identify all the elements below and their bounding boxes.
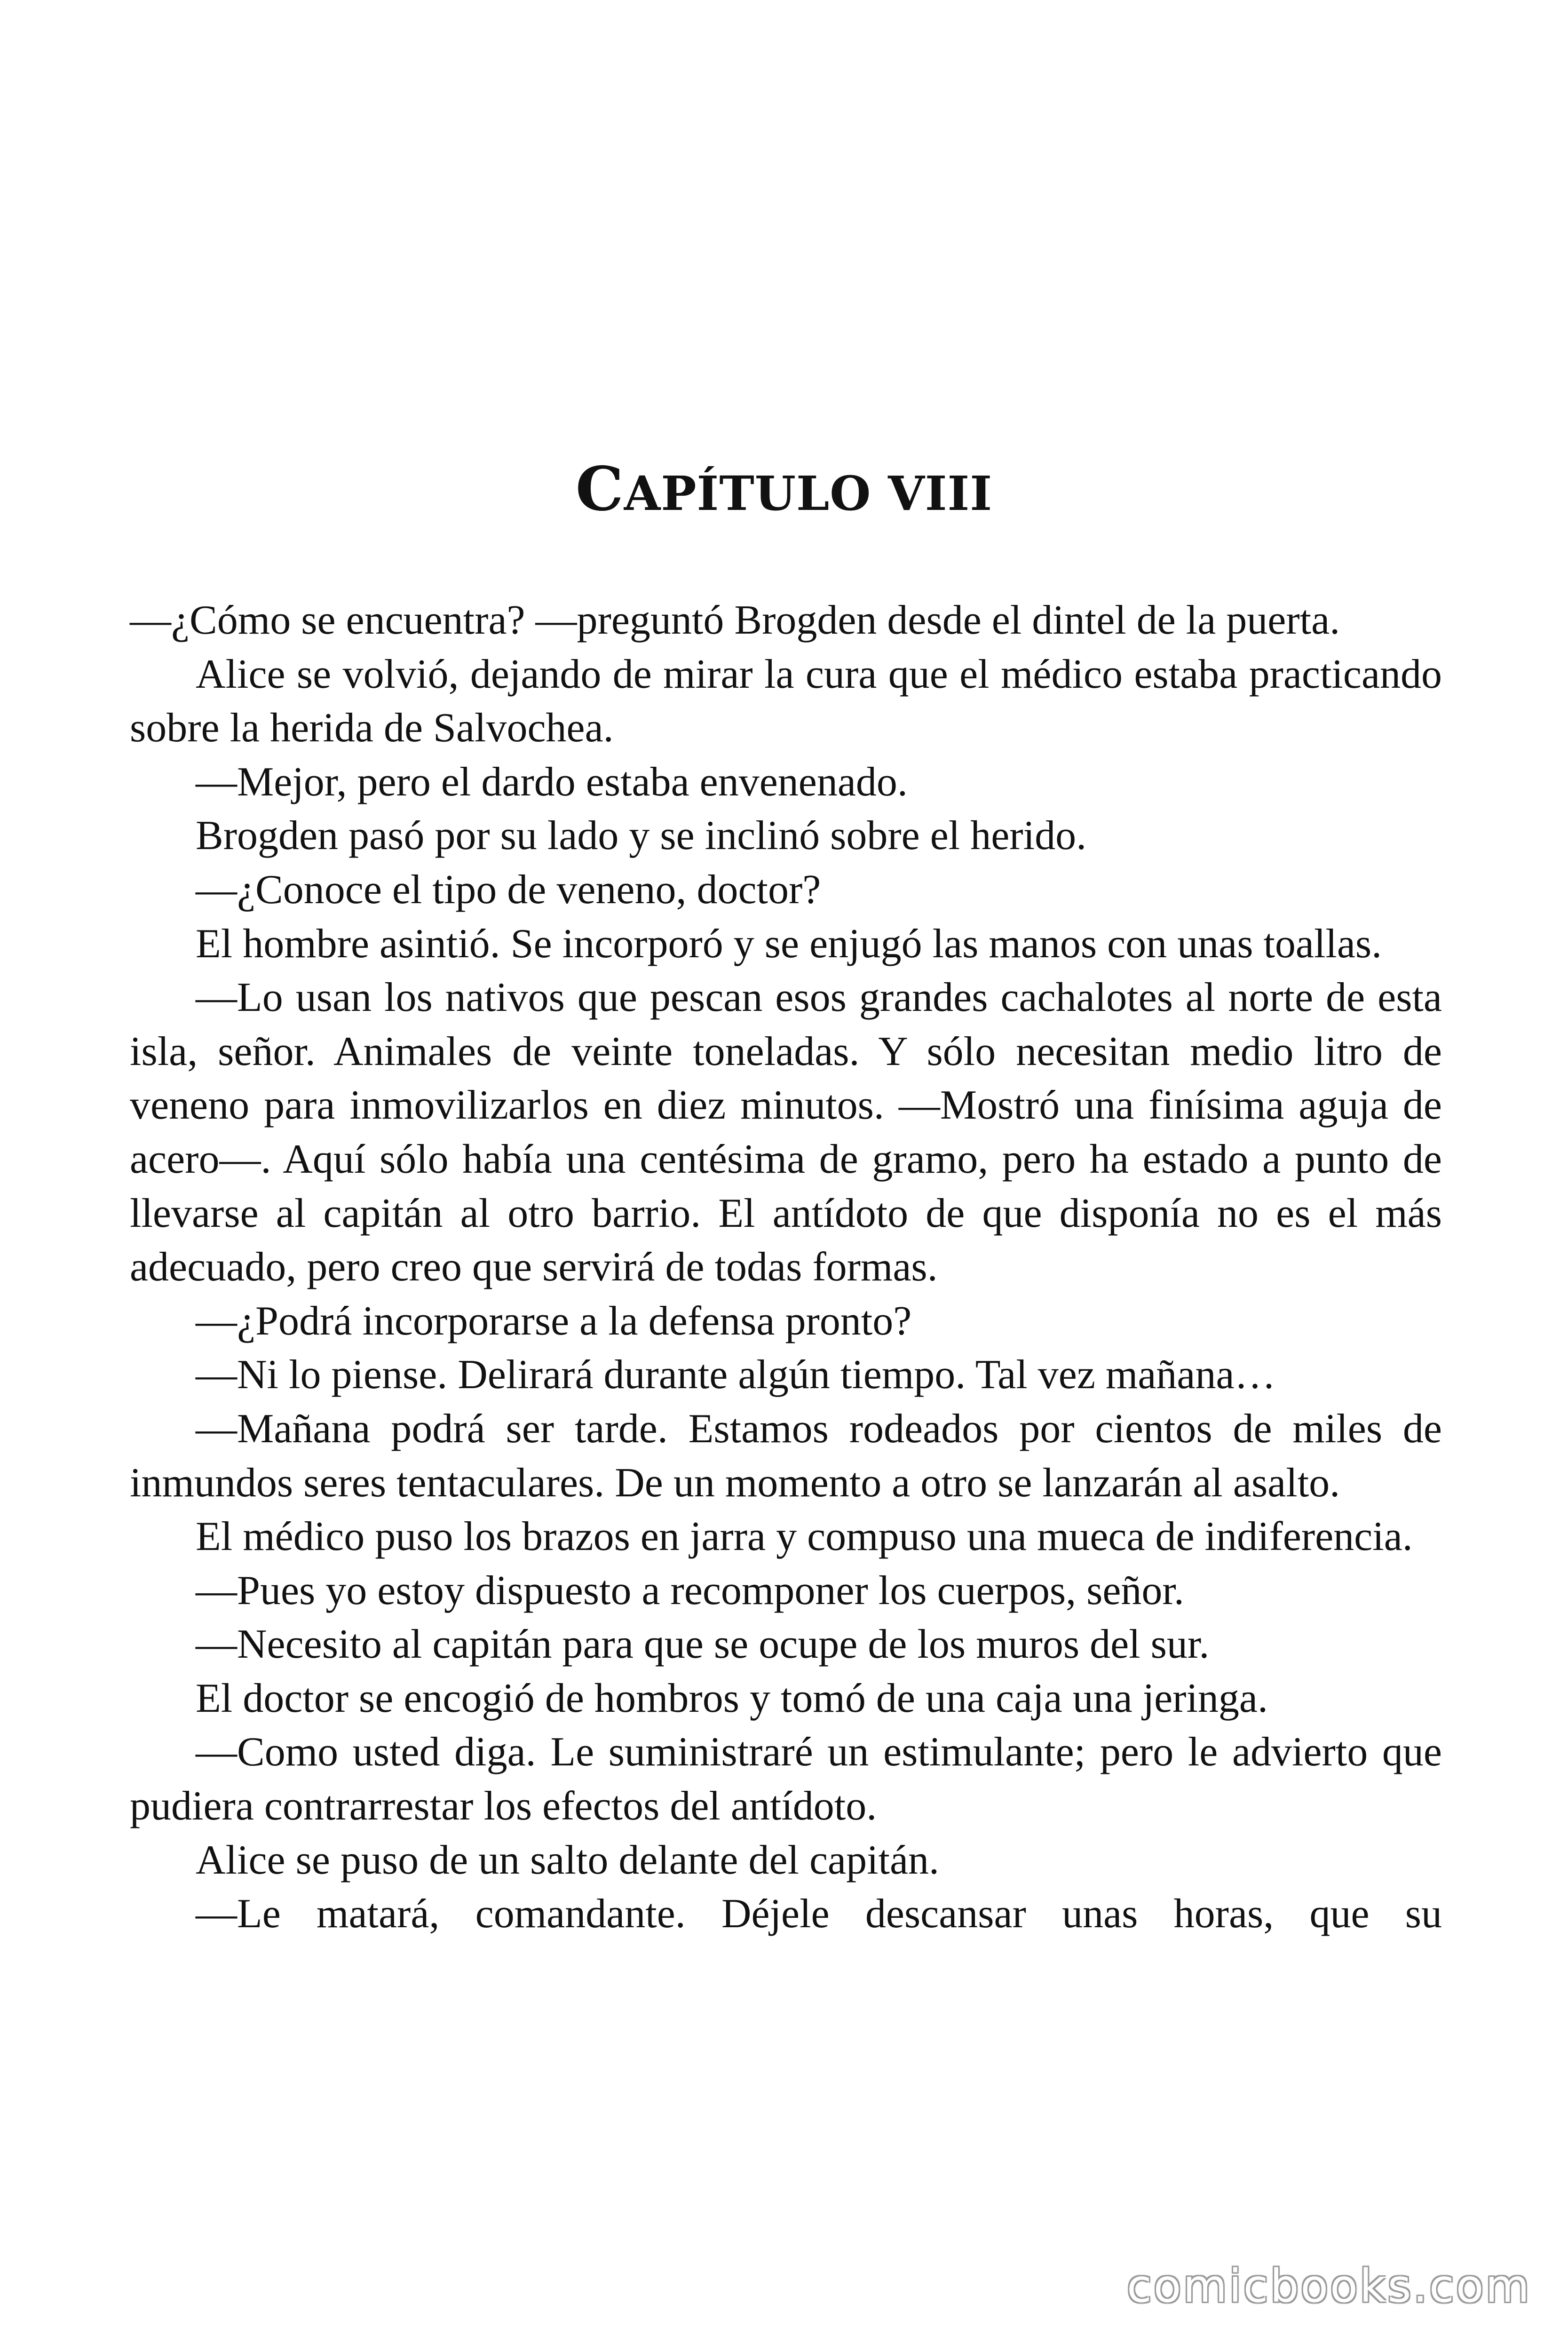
paragraph: —¿Cómo se encuentra? —preguntó Brogden desde el dintel de la puerta. — [130, 597, 1340, 643]
paragraph: —Mañana podrá ser tarde. Estamos rodeados por cientos de miles de inmundos seres tentaculares. De un momento a otro se lanzarán al asalto. — [130, 1406, 1442, 1506]
paragraph: —Le matará, comandante. Déjele descansar unas horas, que su — [196, 1891, 1442, 1937]
paragraph: El hombre asintió. Se incorporó y se enjugó las manos con unas toallas. — [196, 921, 1382, 967]
chapter-title-rest: APÍTULO VIII — [624, 466, 993, 521]
watermark: comicbooks.com — [1126, 2260, 1531, 2312]
chapter-title — [0, 452, 1568, 531]
paragraph: —Como usted diga. Le suministraré un estimulante; pero le advierto que pudiera contrarrestar los efectos del antídoto. — [130, 1729, 1442, 1829]
paragraph: Alice se volvió, dejando de mirar la cura que el médico estaba practicando sobre la herida de Salvochea. — [130, 651, 1442, 751]
paragraph: —Ni lo piense. Delirará durante algún tiempo. Tal vez mañana… — [196, 1352, 1276, 1398]
paragraph: Brogden pasó por su lado y se inclinó sobre el herido. — [196, 813, 1087, 859]
paragraph: —Necesito al capitán para que se ocupe de los muros del sur. — [196, 1621, 1210, 1668]
paragraph: El doctor se encogió de hombros y tomó de una caja una jeringa. — [196, 1675, 1268, 1721]
chapter-body — [130, 594, 1442, 1941]
paragraph: —Pues yo estoy dispuesto a recomponer los cuerpos, señor. — [196, 1567, 1184, 1613]
paragraph: —¿Conoce el tipo de veneno, doctor? — [196, 866, 821, 913]
paragraph: El médico puso los brazos en jarra y compuso una mueca de indiferencia. — [196, 1514, 1413, 1560]
paragraph: —¿Podrá incorporarse a la defensa pronto? — [196, 1298, 912, 1344]
paragraph: —Mejor, pero el dardo estaba envenenado. — [196, 759, 908, 805]
chapter-title-initial: C — [575, 454, 624, 524]
paragraph: Alice se puso de un salto delante del capitán. — [196, 1837, 940, 1883]
paragraph: —Lo usan los nativos que pescan esos grandes cachalotes al norte de esta isla, señor. Animales de veinte toneladas. Y sólo necesitan medio litro de veneno para inmovilizarlos en diez minutos. —Mostró una finísima aguja de acero—. Aquí sólo había una centésima de gramo, pero ha estado a punto de llevarse al capitán al otro barrio. El antídoto de que disponía no es el más adecuado, pero creo que servirá de todas formas. — [130, 975, 1442, 1290]
